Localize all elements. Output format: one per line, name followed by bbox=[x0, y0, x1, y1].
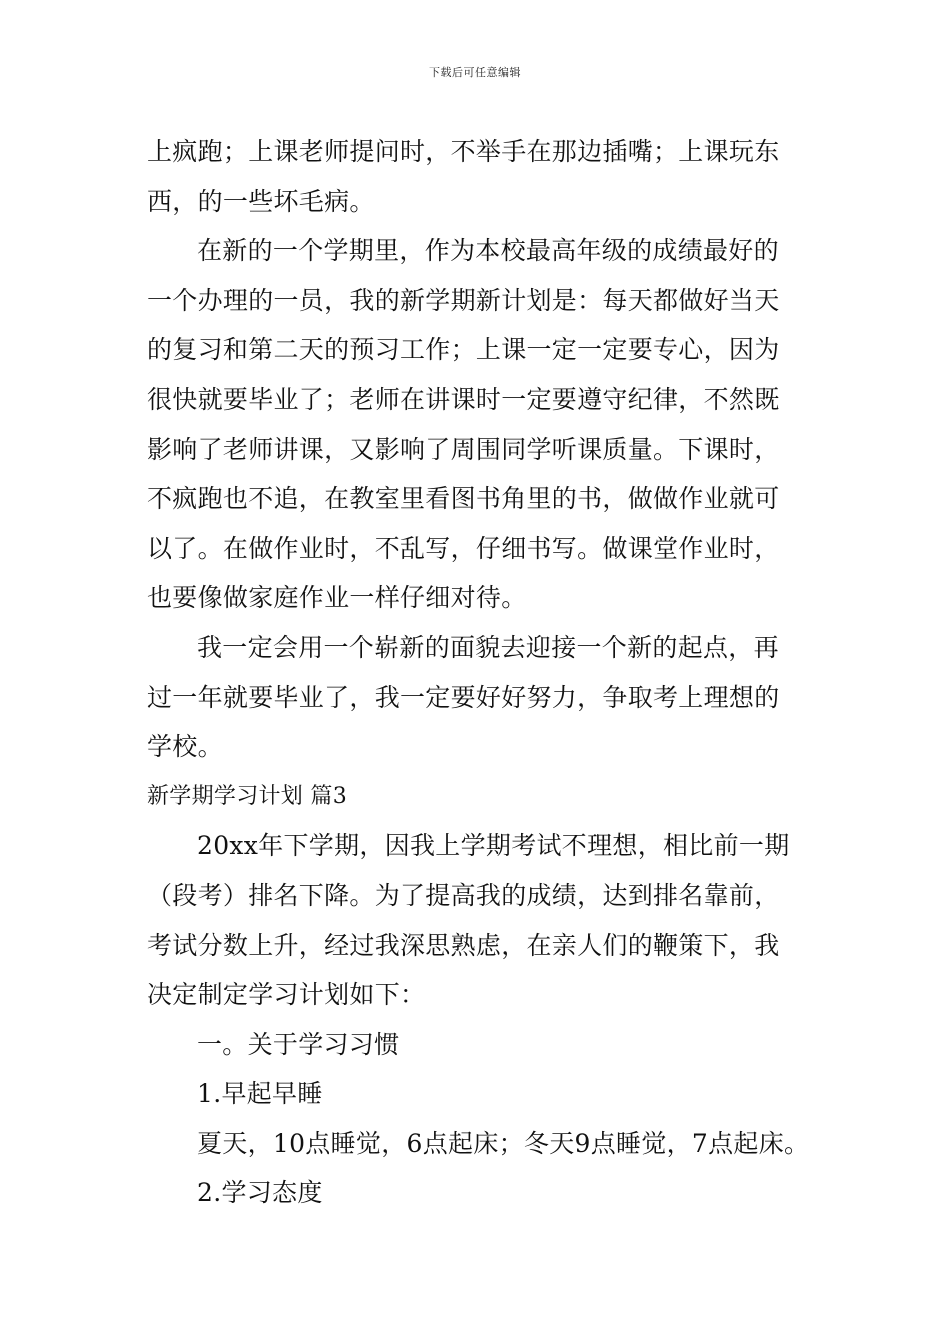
text-line: 我一定会用一个崭新的面貌去迎接一个新的起点，再 bbox=[197, 632, 779, 662]
text-line: 一个办理的一员，我的新学期新计划是：每天都做好当天 bbox=[147, 285, 780, 315]
text-line: 20xx年下学期，因我上学期考试不理想，相比前一期 bbox=[197, 831, 790, 861]
section-heading: 新学期学习计划 篇3 bbox=[147, 783, 347, 809]
text-line: 的复习和第二天的预习工作；上课一定一定要专心，因为 bbox=[147, 335, 780, 365]
text-line: 很快就要毕业了；老师在讲课时一定要遵守纪律，不然既 bbox=[147, 384, 780, 414]
list-item: 1.早起早睡 bbox=[197, 1079, 323, 1109]
text-line: 过一年就要毕业了，我一定要好好努力，争取考上理想的 bbox=[147, 682, 780, 712]
text-line: 学校。 bbox=[147, 732, 223, 762]
page-header: 下载后可任意编辑 bbox=[429, 66, 521, 79]
text-line: （段考）排名下降。为了提高我的成绩，达到排名靠前， bbox=[147, 880, 780, 910]
text-line: 夏天，10点睡觉，6点起床；冬天9点睡觉，7点起床。 bbox=[197, 1128, 810, 1158]
text-line: 不疯跑也不追，在教室里看图书角里的书，做做作业就可 bbox=[147, 484, 780, 514]
text-line: 影响了老师讲课，又影响了周围同学听课质量。下课时， bbox=[147, 434, 780, 464]
text-line: 以了。在做作业时，不乱写，仔细书写。做课堂作业时， bbox=[147, 533, 780, 563]
subsection-heading: 一。关于学习习惯 bbox=[197, 1029, 400, 1059]
text-line: 上疯跑；上课老师提问时，不举手在那边插嘴；上课玩东 bbox=[147, 137, 780, 166]
text-line: 也要像做家庭作业一样仔细对待。 bbox=[147, 583, 527, 613]
list-item: 2.学习态度 bbox=[197, 1178, 323, 1208]
text-line: 决定制定学习计划如下： bbox=[147, 980, 426, 1010]
text-line: 西，的一些坏毛病。 bbox=[147, 186, 375, 216]
document-body bbox=[147, 127, 811, 1218]
text-line: 在新的一个学期里，作为本校最高年级的成绩最好的 bbox=[197, 236, 779, 266]
text-line: 考试分数上升，经过我深思熟虑，在亲人们的鞭策下，我 bbox=[147, 930, 780, 960]
